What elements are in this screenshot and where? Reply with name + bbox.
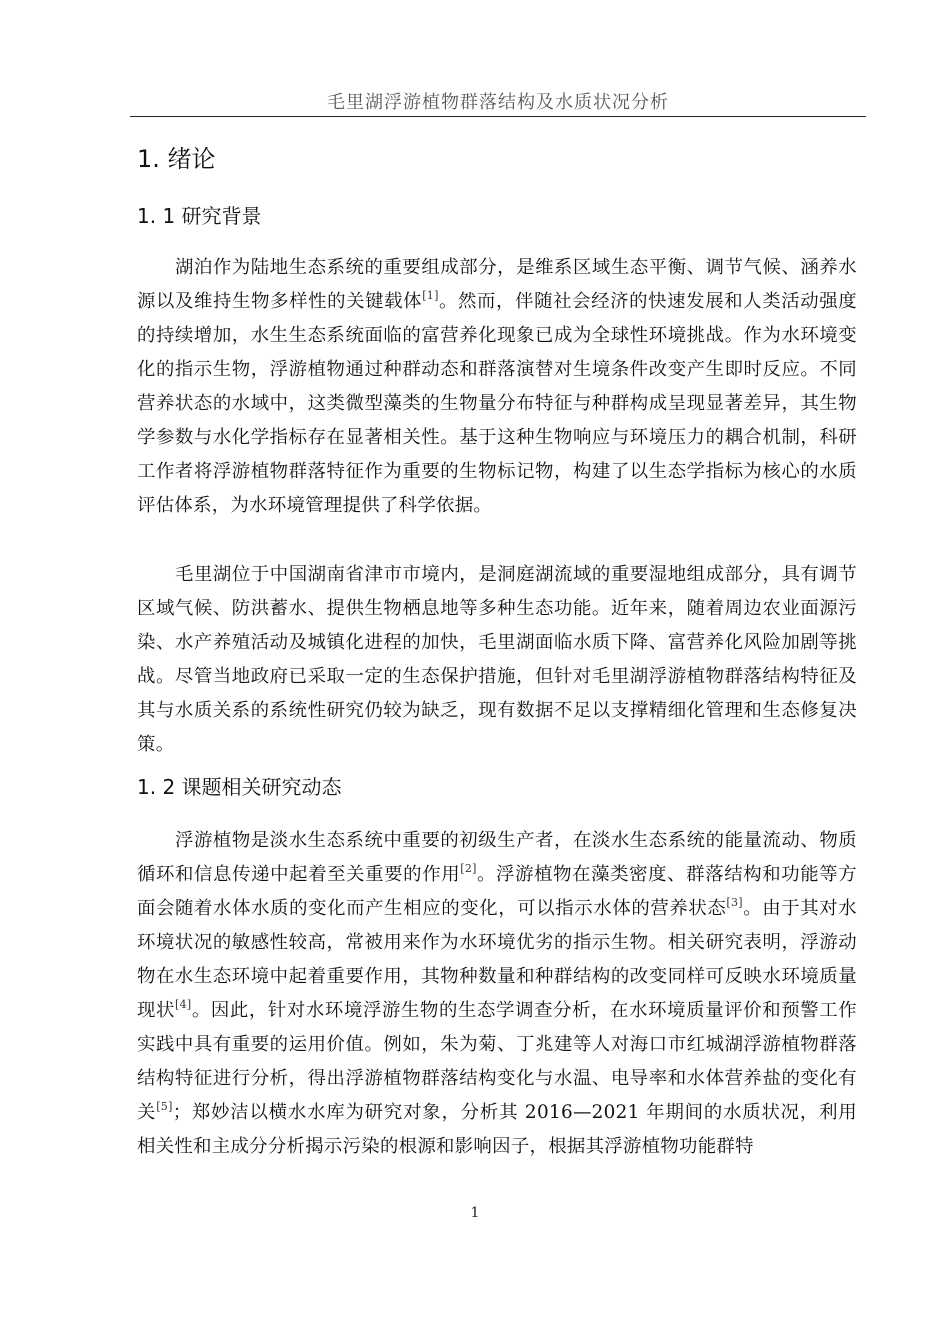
- citation-ref: [5]: [156, 1100, 173, 1113]
- citation-ref: [4]: [175, 998, 192, 1011]
- header-rule: [130, 116, 866, 117]
- paragraph-research-trends: [137, 824, 857, 1164]
- citation-ref: [1]: [422, 289, 439, 302]
- citation-ref: [3]: [726, 896, 743, 909]
- paragraph-text: 。浮游植物在藻类密度、群落结构和功能等方面会随着水体水质的变化而产生相应的变化，可以指示水体的营养状态: [137, 864, 857, 919]
- paragraph-text: 。然而，伴随社会经济的快速发展和人类活动强度的持续增加，水生生态系统面临的富营养化现象已成为全球性环境挑战。作为水环境变化的指示生物，浮游植物通过种群动态和群落演替对生境条件改变产生即时反应。不同营养状态的水域中，这类微型藻类的生物量分布特征与种群构成呈现显著差异，其生物学参数与水化学指标存在显著相关性。基于这种生物响应与环境压力的耦合机制，科研工作者将浮游植物群落特征作为重要的生物标记物，构建了以生态学指标为核心的水质评估体系，为水环境管理提供了科学依据。: [137, 291, 857, 516]
- paragraph-text: 湖泊作为陆地生态系统的重要组成部分，是维系区域生态平衡、调节气候、涵养水源以及维持生物多样性的关键载体: [137, 257, 857, 312]
- chapter-title: 1. 绪论: [137, 145, 216, 173]
- paragraph-text: ；郑妙洁以横水水库为研究对象，分析其 2016—2021 年期间的水质状况，利用相关性和主成分分析揭示污染的根源和影响因子，根据其浮游植物功能群特: [137, 1102, 857, 1157]
- section-title-research-background: 1. 1 研究背景: [137, 204, 262, 228]
- paragraph-text: 浮游植物是淡水生态系统中重要的初级生产者，在淡水生态系统的能量流动、物质循环和信息传递中起着至关重要的作用: [137, 830, 857, 885]
- paragraph-background-2: [137, 558, 857, 762]
- paragraph-text: 毛里湖位于中国湖南省津市市境内，是洞庭湖流域的重要湿地组成部分，具有调节区域气候、防洪蓄水、提供生物栖息地等多种生态功能。近年来，随着周边农业面源污染、水产养殖活动及城镇化进程的加快，毛里湖面临水质下降、富营养化风险加剧等挑战。尽管当地政府已采取一定的生态保护措施，但针对毛里湖浮游植物群落结构特征及其与水质关系的系统性研究仍较为缺乏，现有数据不足以支撑精细化管理和生态修复决策。: [137, 564, 857, 755]
- section-title-research-trends: 1. 2 课题相关研究动态: [137, 775, 342, 799]
- page-number: 1: [470, 1205, 480, 1221]
- paragraph-text: 。因此，针对水环境浮游生物的生态学调查分析，在水环境质量评价和预警工作实践中具有重要的运用价值。例如，朱为菊、丁兆建等人对海口市红城湖浮游植物群落结构特征进行分析，得出浮游植物群落结构变化与水温、电导率和水体营养盐的变化有关: [137, 1000, 857, 1123]
- paragraph-background-1: [137, 251, 857, 523]
- running-header: 毛里湖浮游植物群落结构及水质状况分析: [327, 92, 669, 113]
- citation-ref: [2]: [460, 862, 477, 875]
- paragraph-text: 。由于其对水环境状况的敏感性较高，常被用来作为水环境优劣的指示生物。相关研究表明，浮游动物在水生态环境中起着重要作用，其物种数量和种群结构的改变同样可反映水环境质量现状: [137, 898, 857, 1021]
